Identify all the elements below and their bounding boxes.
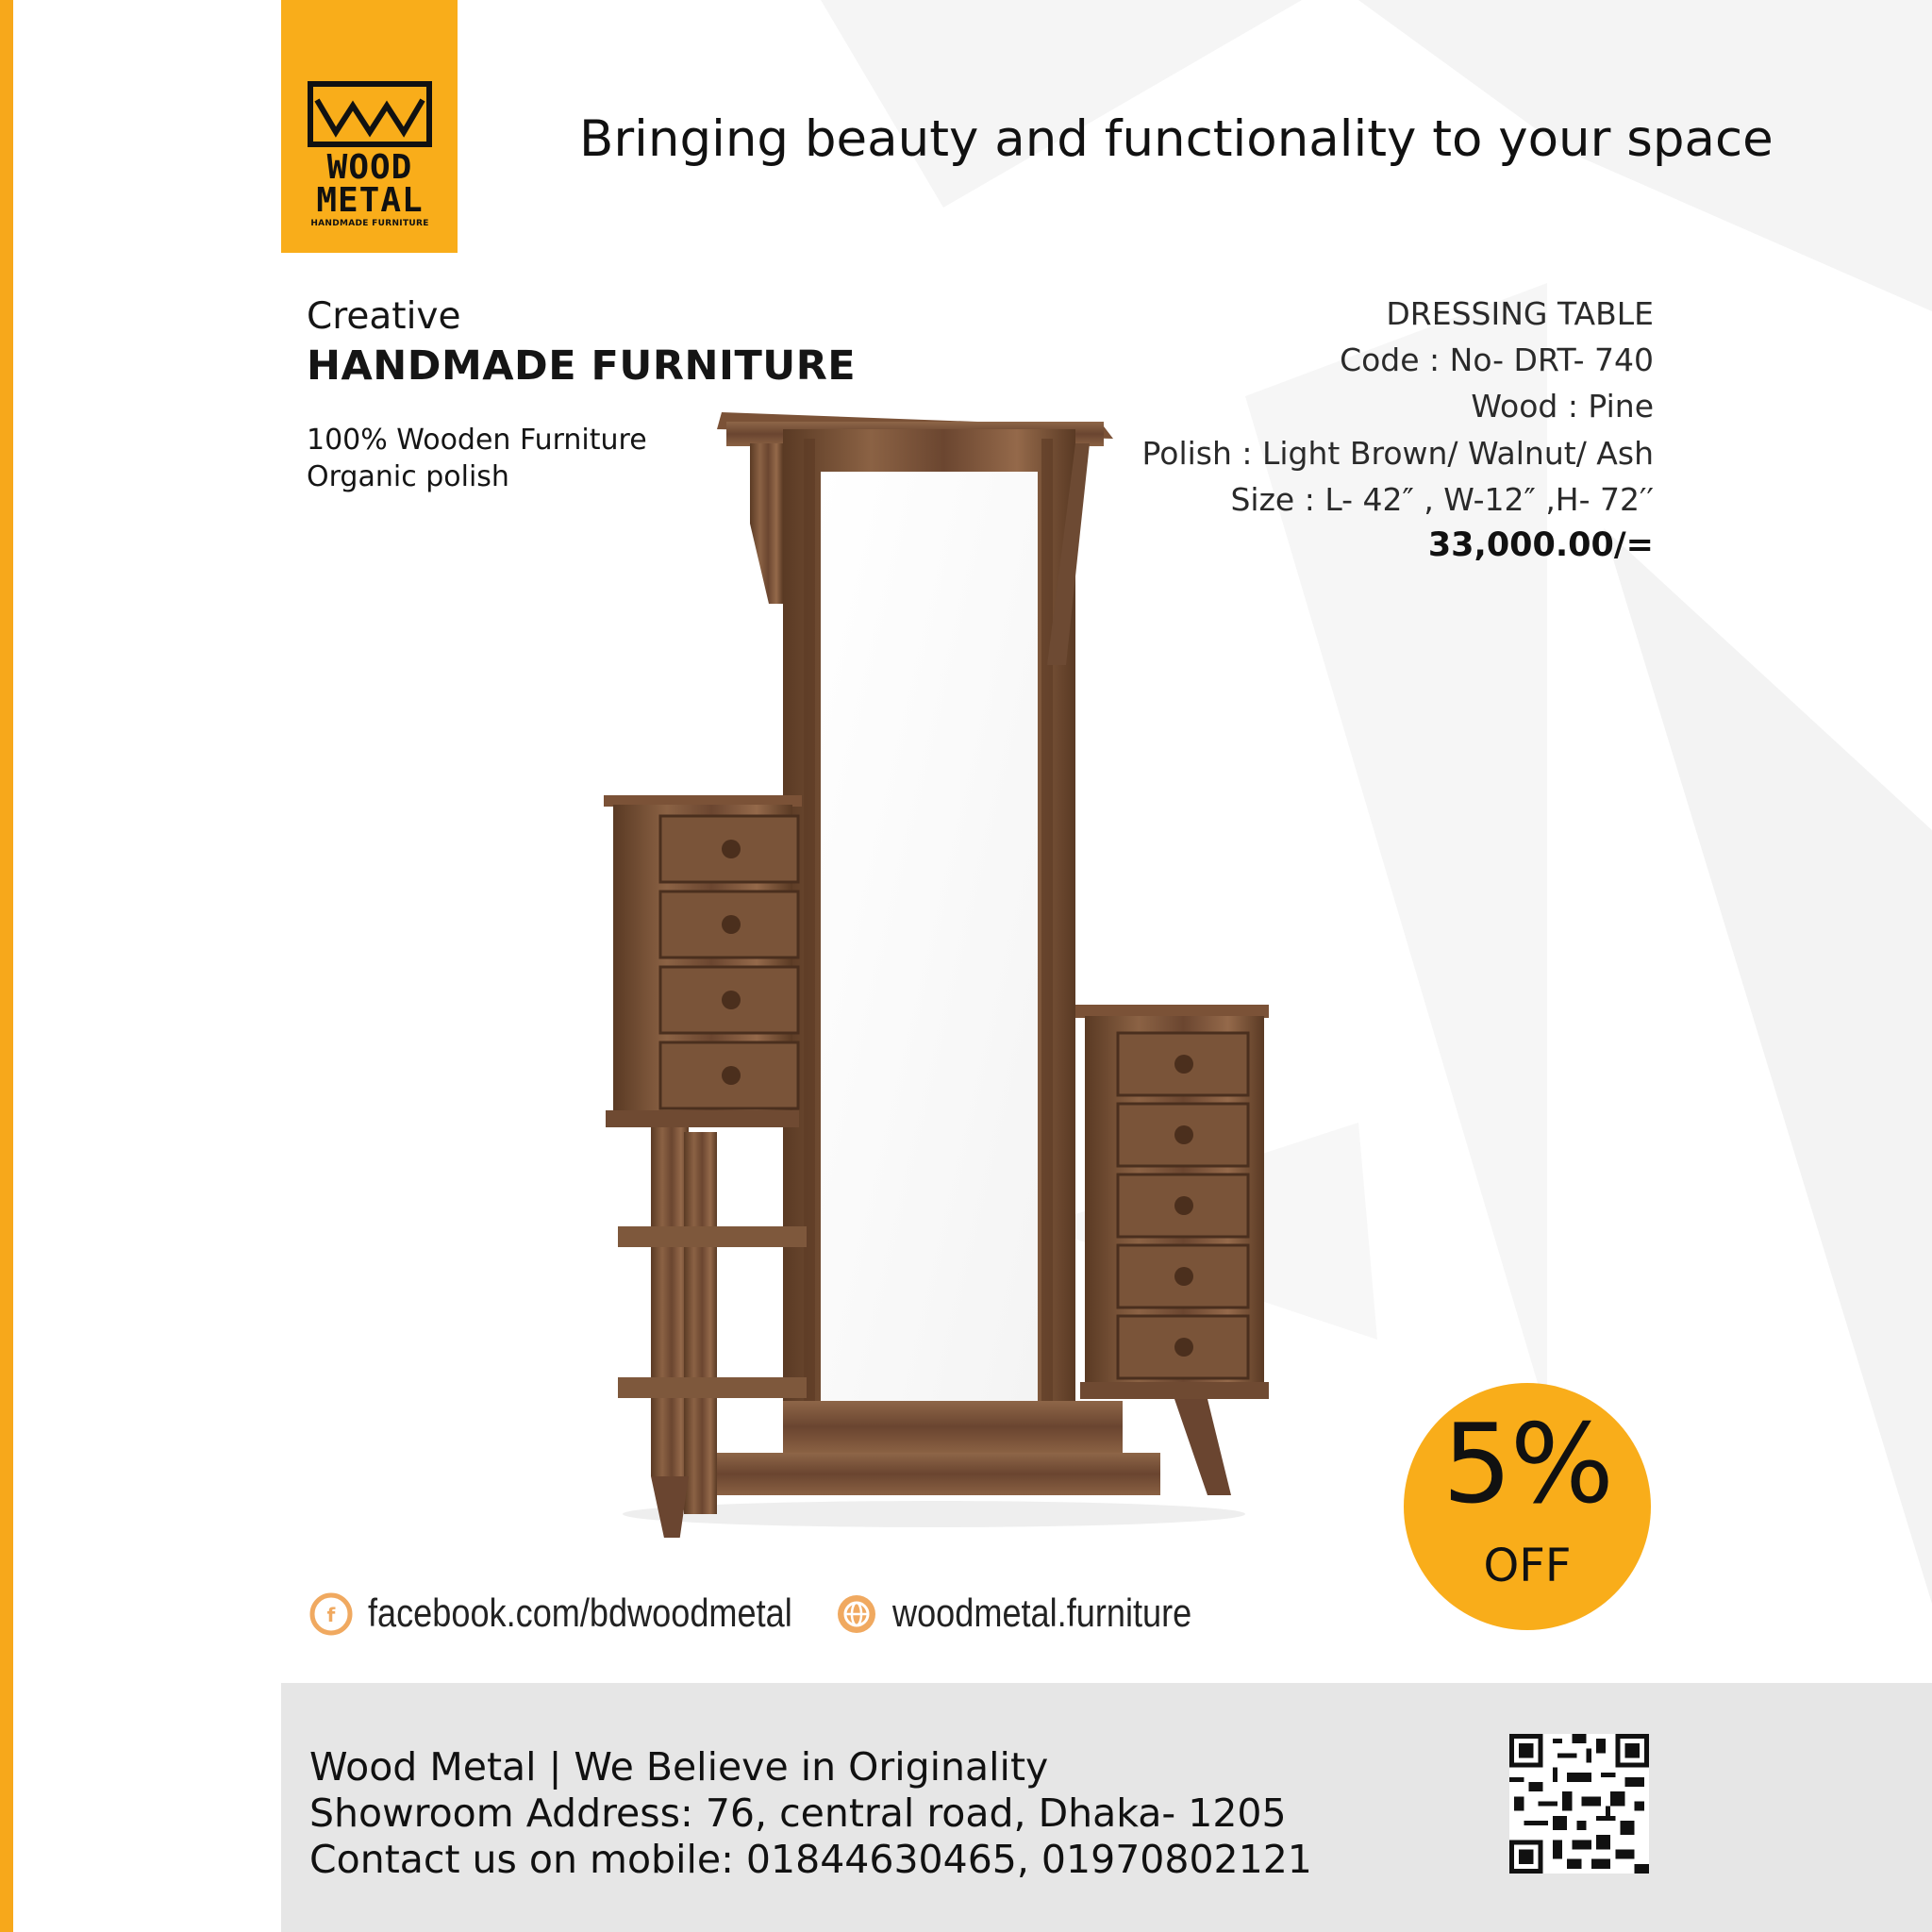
product-polish: Polish : Light Brown/ Walnut/ Ash (1141, 435, 1654, 472)
globe-icon (835, 1592, 878, 1636)
intro-heading: Creative (307, 295, 461, 338)
intro-subheading: HANDMADE FURNITURE (307, 342, 857, 390)
qr-code[interactable] (1509, 1734, 1649, 1874)
website-link[interactable]: woodmetal.furniture (892, 1591, 1192, 1635)
dressing-table-image (594, 401, 1274, 1538)
product-wood: Wood : Pine (1471, 388, 1654, 425)
tagline: Bringing beauty and functionality to your space (579, 110, 1774, 168)
crown-logo-icon (308, 81, 432, 147)
facebook-link[interactable]: facebook.com/bdwoodmetal (368, 1591, 792, 1635)
facebook-icon (309, 1592, 353, 1636)
logo-wordmark-line2: METAL (316, 181, 424, 220)
product-code: Code : No- DRT- 740 (1340, 341, 1654, 378)
product-title: DRESSING TABLE (1386, 295, 1654, 332)
product-price: 33,000.00/= (1427, 526, 1654, 564)
feature-item: Organic polish (307, 460, 509, 493)
logo-wordmark-line1: WOOD (326, 148, 413, 187)
footer-contact: Contact us on mobile: 01844630465, 01970802121 (309, 1837, 1312, 1882)
footer-address: Showroom Address: 76, central road, Dhaka- 1205 (309, 1790, 1287, 1836)
discount-label: OFF (1483, 1540, 1572, 1592)
footer-slogan: Wood Metal | We Believe in Originality (309, 1744, 1049, 1790)
discount-value: 5% (1441, 1401, 1613, 1528)
product-size: Size : L- 42″ , W-12″ ,H- 72′′ (1230, 481, 1654, 518)
logo-subtitle: HANDMADE FURNITURE (310, 219, 429, 228)
feature-item: 100% Wooden Furniture (307, 424, 647, 457)
svg-text:f: f (326, 1604, 336, 1626)
